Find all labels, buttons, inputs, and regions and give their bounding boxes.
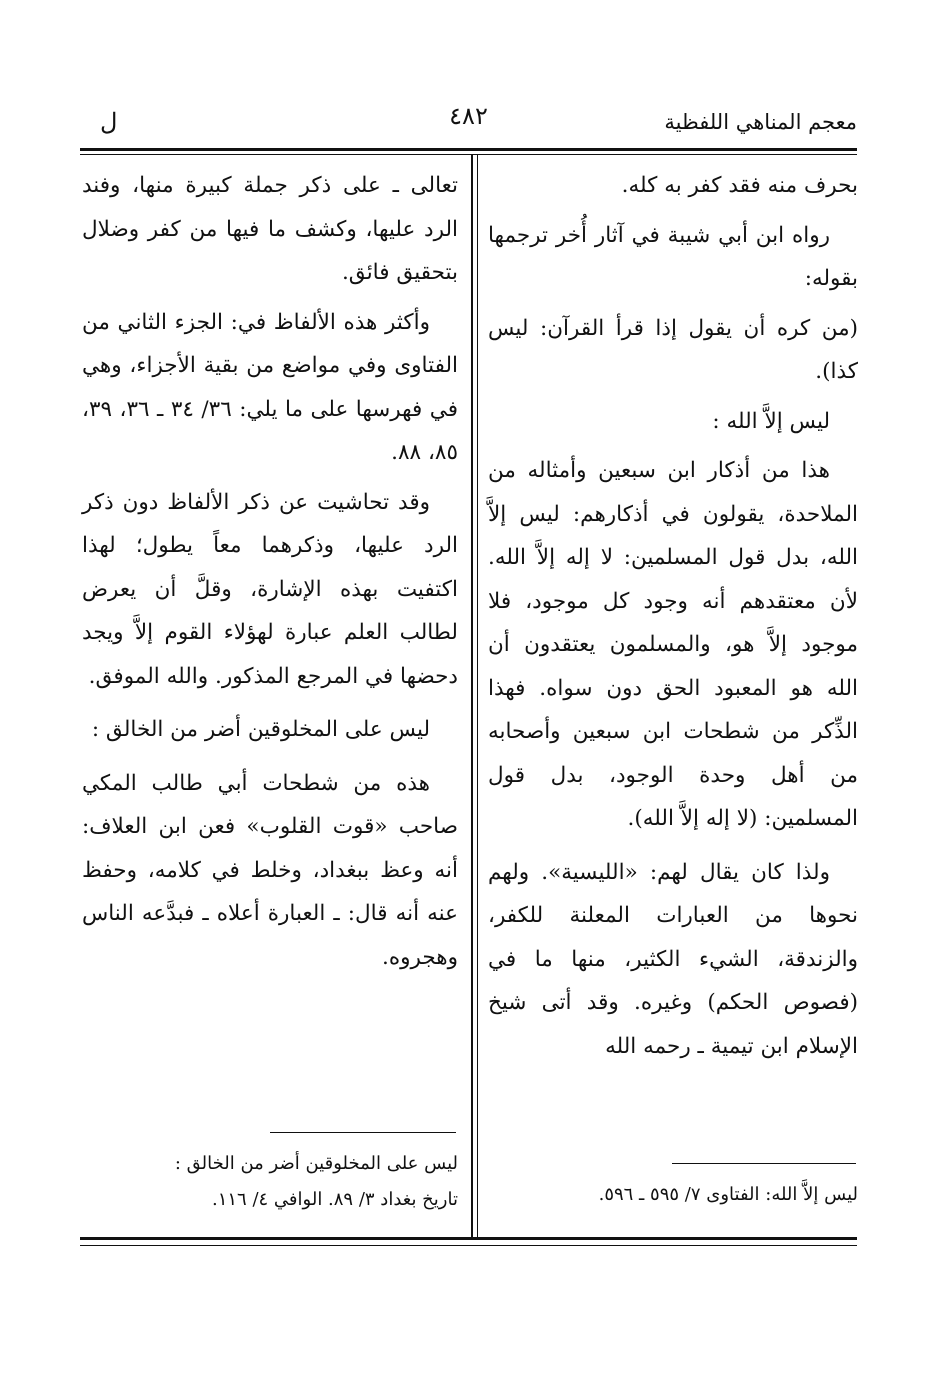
paragraph-continuation: بحرف منه فقد كفر به كله.	[621, 173, 858, 198]
footnote-sources: تاريخ بغداد ٣/ ٨٩. الوافي ٤/ ١١٦.	[211, 1189, 458, 1210]
footnote-text: ليس إلاَّ الله: الفتاوى ٧/ ٥٩٥ ـ ٥٩٦.	[598, 1184, 858, 1205]
footer-rule-thin	[80, 1245, 857, 1246]
column-divider-inner	[477, 155, 478, 1238]
paragraph-quote: (من كره أن يقول إذا قرأ القرآن: ليس كذا).	[488, 315, 858, 384]
paragraph-fatawa-reference: وأكثر هذه الألفاظ في: الجزء الثاني من الفتاوى وفي مواضع من بقية الأجزاء، وهي في فهرسها على ما يلي: ٣٦/ ٣٤ ـ ٣٦، ٣٩، ٨٥، ٨٨.	[82, 309, 458, 465]
footnote-heading: ليس على المخلوقين أضر من الخالق :	[174, 1153, 458, 1174]
column-divider	[471, 155, 473, 1238]
left-column	[82, 164, 458, 979]
paragraph-author-note: وقد تحاشيت عن ذكر الألفاظ دون ذكر الرد عليها، وذكرهما معاً يطول؛ لهذا اكتفيت بهذه الإشارة، وقلَّ أن يعرض لطالب العلم عبارة لهؤلاء القوم إلاَّ ويجد دحضها في المرجع المذكور. والله الموفق.	[82, 489, 458, 689]
header-rule-thin	[80, 154, 857, 155]
paragraph-entry-body: هذا من أذكار ابن سبعين وأمثاله من الملاحدة، يقولون في أذكارهم: ليس إلاَّ الله، بدل قول المسلمين: لا إله إلاَّ الله. لأن معتقدهم أنه وجود كل موجود، فلا موجود إلاَّ هو، والمسلمون يعتقدون أن الله هو المعبود الحق دون سواه. فهذا الذِّكر من شطحات ابن سبعين وأصحابه من أهل وحدة الوجود، بدل قول المسلمين: (لا إله إلاَّ الله).	[488, 458, 858, 831]
section-letter: ل	[100, 108, 118, 136]
page-number: ٤٨٢	[449, 102, 488, 130]
footnote-separator-right	[672, 1163, 856, 1164]
footnote-left	[82, 1146, 458, 1218]
running-title: معجم المناهي اللفظية	[664, 110, 857, 134]
footnote-right	[488, 1177, 858, 1213]
paragraph-entry-body-left: هذه من شطحات أبي طالب المكي صاحب «قوت القلوب» فعن ابن العلاف: أنه وعظ ببغداد، وخلط في كلامه، وحفظ عنه أنه قال: ـ العبارة أعلاه ـ فبدَّعه الناس وهجروه.	[82, 770, 458, 970]
footnote-separator-left	[270, 1132, 456, 1133]
page-header	[80, 102, 857, 144]
entry-heading-laysa-ala-almakhluqin: ليس على المخلوقين أضر من الخالق :	[91, 717, 430, 742]
paragraph-narration: رواه ابن أبي شيبة في آثار أُخر ترجمها بقوله:	[488, 222, 858, 291]
entry-heading-laysa-illa-allah: ليس إلاَّ الله :	[712, 408, 830, 434]
footer-rule-thick	[80, 1237, 857, 1240]
paragraph-continuation-left: تعالى ـ على ذكر جملة كبيرة منها، وفند الرد عليها، وكشف ما فيها من كفر وضلال بتحقيق فائق.	[82, 173, 458, 285]
paragraph-laysiyya: ولذا كان يقال لهم: «الليسية». ولهم نحوها من العبارات المعلنة للكفر، والزندقة، الشيء الكثير، منها ما في (فصوص الحكم) وغيره. وقد أتى شيخ الإسلام ابن تيمية ـ رحمه الله	[488, 859, 858, 1059]
header-rule-thick	[80, 148, 857, 151]
right-column	[488, 164, 858, 1068]
